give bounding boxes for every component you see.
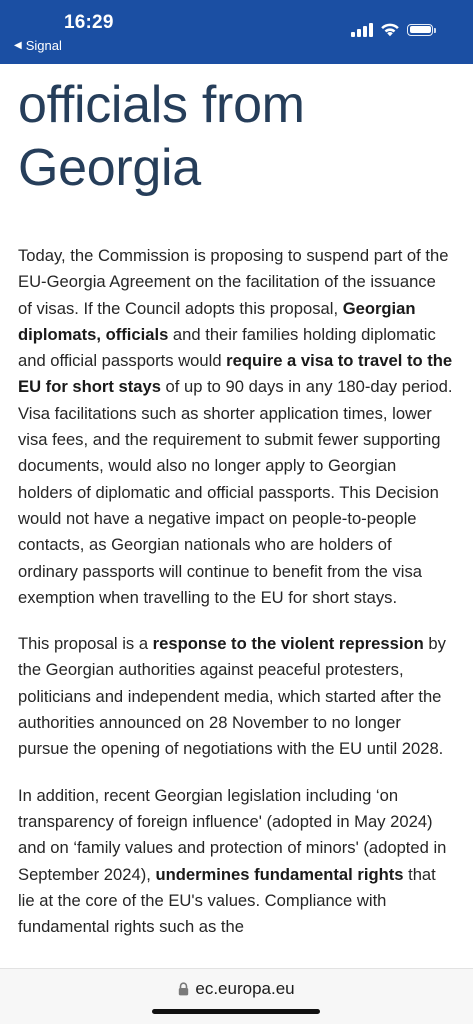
url-display[interactable] [0, 979, 473, 999]
lock-icon [178, 982, 189, 996]
status-bar [0, 0, 473, 64]
headline-line-2: Georgia [18, 139, 201, 197]
paragraph-3: In addition, recent Georgian legislation including ‘on transparency of foreign influence' (adopted in May 2024) and on ‘family values and protection of minors' (adopted in September 2024), undermines fundamental rights that lie at the core of the EU's values. Compliance with fundamental rights such as the [18, 785, 447, 937]
headline-line-1: officials from [18, 76, 305, 134]
back-caret-icon: ◀ [14, 39, 22, 51]
status-icons [351, 22, 433, 37]
status-time: 16:29 [64, 12, 114, 33]
paragraph-1: Today, the Commission is proposing to suspend part of the EU-Georgia Agreement on the facilitation of the issuance of visas. If the Council adopts this proposal, Georgian diplomats, officials and their families holding diplomatic and official passports would require a visa to travel to the EU for short stays of up to 90 days in any 180-day period. Visa facilitations such as shorter application times, lower visa fees, and the requirement to submit fewer supporting documents, would also no longer apply to Georgian holders of diplomatic and official passports. This Decision would not have a negative impact on people-to-people contacts, as Georgian nationals who are holders of ordinary passports will continue to benefit from the visa exemption when travelling to the EU for short stays. [18, 246, 453, 607]
article-content [18, 64, 454, 970]
back-to-app-button[interactable] [14, 38, 62, 53]
back-app-label: Signal [25, 38, 62, 53]
bold-text: undermines fundamental rights [155, 864, 404, 884]
url-text: ec.europa.eu [195, 979, 295, 998]
bold-text: response to the violent repression [152, 634, 424, 654]
cellular-signal-icon [351, 23, 373, 37]
address-bar[interactable] [0, 968, 473, 1024]
paragraph-2: This proposal is a response to the violent repression by the Georgian authorities against peaceful protesters, politicians and independent media, which started after the authorities announced on 28 November to no longer pursue the opening of negotiations with the EU until 2028. [18, 634, 446, 759]
wifi-icon [380, 22, 400, 37]
article-headline [18, 74, 454, 200]
battery-icon [407, 24, 433, 36]
home-indicator[interactable] [152, 1009, 320, 1014]
bold-text: require a visa to travel to the EU for short stays [18, 351, 453, 397]
bold-text: Georgian diplomats, officials [18, 298, 416, 344]
